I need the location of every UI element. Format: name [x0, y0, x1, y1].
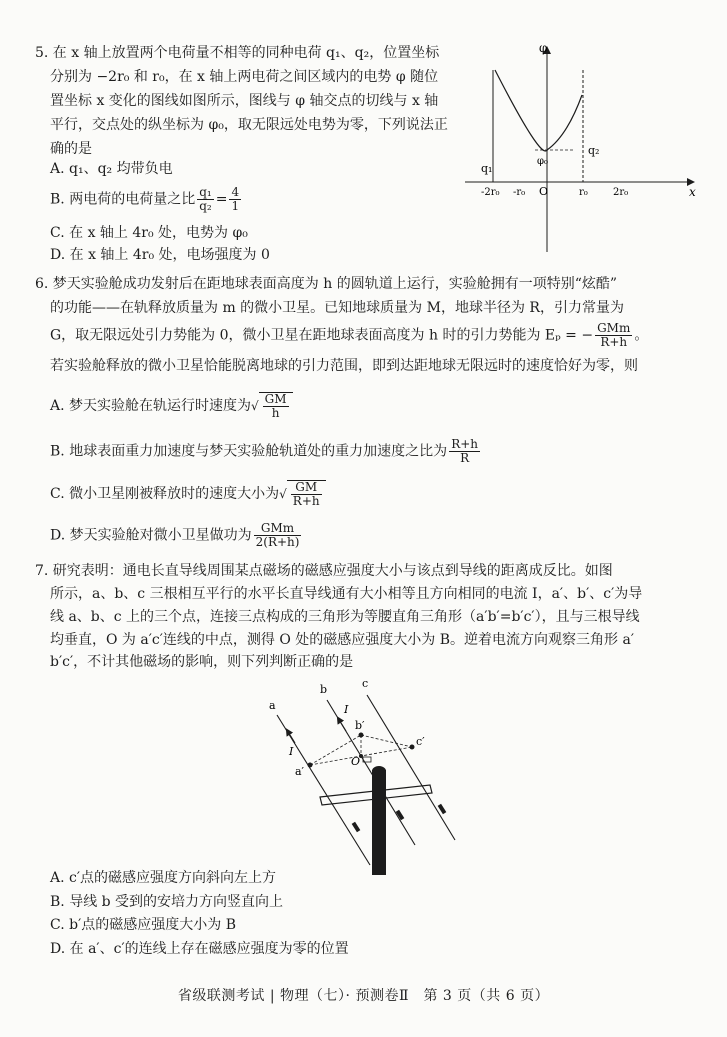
point-a-prime	[308, 763, 313, 768]
potential-curve	[495, 70, 582, 151]
pole-top	[372, 766, 386, 776]
q5-option-b-value	[229, 186, 241, 213]
o-label: O	[351, 755, 361, 768]
q5-option-b-value-den: 1	[231, 199, 240, 213]
point-c-prime	[410, 745, 415, 750]
q6-option-a	[50, 392, 293, 420]
q5-option-b-equals: =	[215, 191, 228, 208]
page-footer: 省级联测考试 | 物理（七）· 预测卷Ⅱ 第 3 页（共 6 页）	[177, 988, 550, 1004]
q6-option-a-den: h	[271, 406, 280, 420]
q7-option-b: B. 导线 b 受到的安培力方向竖直向上	[50, 894, 284, 910]
q6-option-d	[50, 522, 303, 549]
q6-option-c-den: R+h	[292, 494, 320, 508]
q6-line1: 6. 梦天实验舱成功发射后在距地球表面高度为 h 的圆轨道上运行，实验舱拥有一项特别“炫酷”	[35, 276, 618, 292]
q6-line4: 若实验舱释放的微小卫星恰能脱离地球的引力范围，即到达距地球无限远时的速度恰好为零，则	[50, 358, 638, 374]
current-arrow-a	[287, 730, 295, 743]
q5-line2: 分别为 −2r₀ 和 r₀，在 x 轴上两电荷之间区域内的电势 φ 随位	[50, 69, 439, 85]
q6-option-b	[50, 438, 482, 465]
point-b-prime	[359, 733, 364, 738]
b-prime-label: b′	[355, 719, 365, 732]
q5-line4: 平行，交点处的纵坐标为 φ₀，取无限远处电势为零，下列说法正	[50, 117, 448, 133]
phi0-label: φ₀	[537, 156, 549, 167]
potential-graph	[455, 40, 710, 255]
tick-r0: r₀	[579, 187, 588, 198]
q7-line5: b′c′，不计其他磁场的影响，则下列判断正确的是	[50, 654, 354, 670]
wire-figure	[265, 675, 470, 875]
triangle-bc	[361, 735, 412, 747]
q6-option-b-num: R+h	[451, 437, 479, 451]
q6-option-c-text: C. 微小卫星刚被释放时的速度大小为	[50, 486, 280, 502]
tick-2r0: 2r₀	[613, 187, 629, 198]
q7-line2: 所示，a、b、c 三根相互平行的水平长直导线通有大小相等且方向相同的电流 I，a′、b′、c′为导	[50, 586, 643, 602]
q5-option-b-value-num: 4	[231, 185, 240, 199]
q6-option-a-sqrt: √ $\frac{GM}{h}$	[251, 392, 293, 420]
q5-option-a: A. q₁、q₂ 均带负电	[50, 161, 173, 177]
q6-line3	[50, 322, 720, 349]
q6-option-a-num: GM	[264, 392, 287, 406]
q5-line3: 置坐标 x 变化的图线如图所示，图线与 φ 轴交点的切线与 x 轴	[50, 93, 439, 109]
q7-line4: 均垂直，O 为 a′c′连线的中点，测得 O 处的磁感应强度大小为 B。逆着电流方向观察三角形 a′	[50, 632, 635, 648]
q6-option-b-text: B. 地球表面重力加速度与梦天实验舱轨道处的重力加速度之比为	[50, 443, 448, 460]
wire-a-label: a	[269, 699, 276, 712]
current-arrow-b	[338, 718, 346, 731]
q6-option-b-fraction	[449, 438, 480, 465]
q1-label: q₁	[481, 162, 493, 175]
q6-line3-den: R+h	[600, 335, 628, 349]
origin-label: O	[539, 185, 549, 198]
q5-option-b-den: q₂	[199, 199, 212, 213]
c-prime-label: c′	[416, 735, 425, 748]
q5-option-d: D. 在 x 轴上 4r₀ 处，电场强度为 0	[50, 247, 270, 263]
q6-option-d-num: GMm	[254, 522, 302, 536]
tick-minus-r0: -r₀	[513, 187, 526, 198]
q5-option-b-text: B. 两电荷的电荷量之比	[50, 191, 196, 208]
wire-a	[277, 715, 370, 865]
q6-option-c-sqrt: √ $\frac{GM}{R+h}$	[279, 480, 325, 508]
q6-option-c-num: GM	[291, 481, 322, 495]
q6-option-c	[50, 480, 326, 508]
q7-line3: 线 a、b、c 上的三个点，连接三点构成的三角形为等腰直角三角形（a′b′=b′c′），且与三根导线	[50, 609, 640, 625]
insulator-a	[352, 822, 361, 833]
q5-option-c: C. 在 x 轴上 4r₀ 处，电势为 φ₀	[50, 225, 248, 241]
current-label-a: I	[289, 745, 294, 758]
q7-line1: 7. 研究表明：通电长直导线周围某点磁场的磁感应强度大小与该点到导线的距离成反比。如图	[35, 563, 613, 579]
q5-option-b-fraction	[197, 186, 214, 213]
q6-option-d-fraction	[254, 522, 302, 549]
q6-line2: 的功能——在轨释放质量为 m 的微小卫星。已知地球质量为 M，地球半径为 R，引力常量为	[50, 300, 624, 316]
utility-pole	[372, 770, 386, 875]
q7-option-d: D. 在 a′、c′的连线上存在磁感应强度为零的位置	[50, 941, 349, 957]
wire-c-label: c	[362, 677, 369, 690]
q6-option-d-text: D. 梦天实验舱对微小卫星做功为	[50, 527, 252, 544]
q5-option-b-num: q₁	[199, 185, 212, 199]
q6-option-d-den: 2(R+h)	[255, 535, 300, 549]
wire-b-label: b	[320, 683, 328, 696]
q6-line3-num: GMm	[597, 321, 631, 335]
q5-line1: 5. 在 x 轴上放置两个电荷量不相等的同种电荷 q₁、q₂，位置坐标	[35, 45, 440, 61]
q7-option-a: A. c′点的磁感应强度方向斜向左上方	[50, 870, 277, 886]
q6-option-a-fraction	[263, 393, 289, 420]
q6-line3-text: G，取无限远处引力势能为 0，微小卫星在距地球表面高度为 h 时的引力势能为 Eₚ = −	[50, 327, 594, 344]
current-label-b: I	[344, 703, 349, 716]
q5-option-b	[50, 186, 243, 213]
q6-line3-fraction	[595, 322, 632, 349]
q6-option-a-text: A. 梦天实验舱在轨运行时速度为	[50, 398, 252, 414]
q6-line3-end: 。	[634, 327, 649, 344]
q6-option-c-fraction	[291, 481, 322, 508]
tick-minus-2r0: -2r₀	[481, 187, 500, 198]
q6-option-b-den: R	[460, 451, 470, 465]
q5-line5: 确的是	[50, 141, 92, 157]
a-prime-label: a′	[295, 765, 305, 778]
x-axis-label: x	[689, 185, 696, 199]
phi-axis-label: φ	[539, 41, 548, 55]
q2-label: q₂	[588, 144, 600, 157]
q7-option-c: C. b′点的磁感应强度大小为 B	[50, 917, 236, 933]
